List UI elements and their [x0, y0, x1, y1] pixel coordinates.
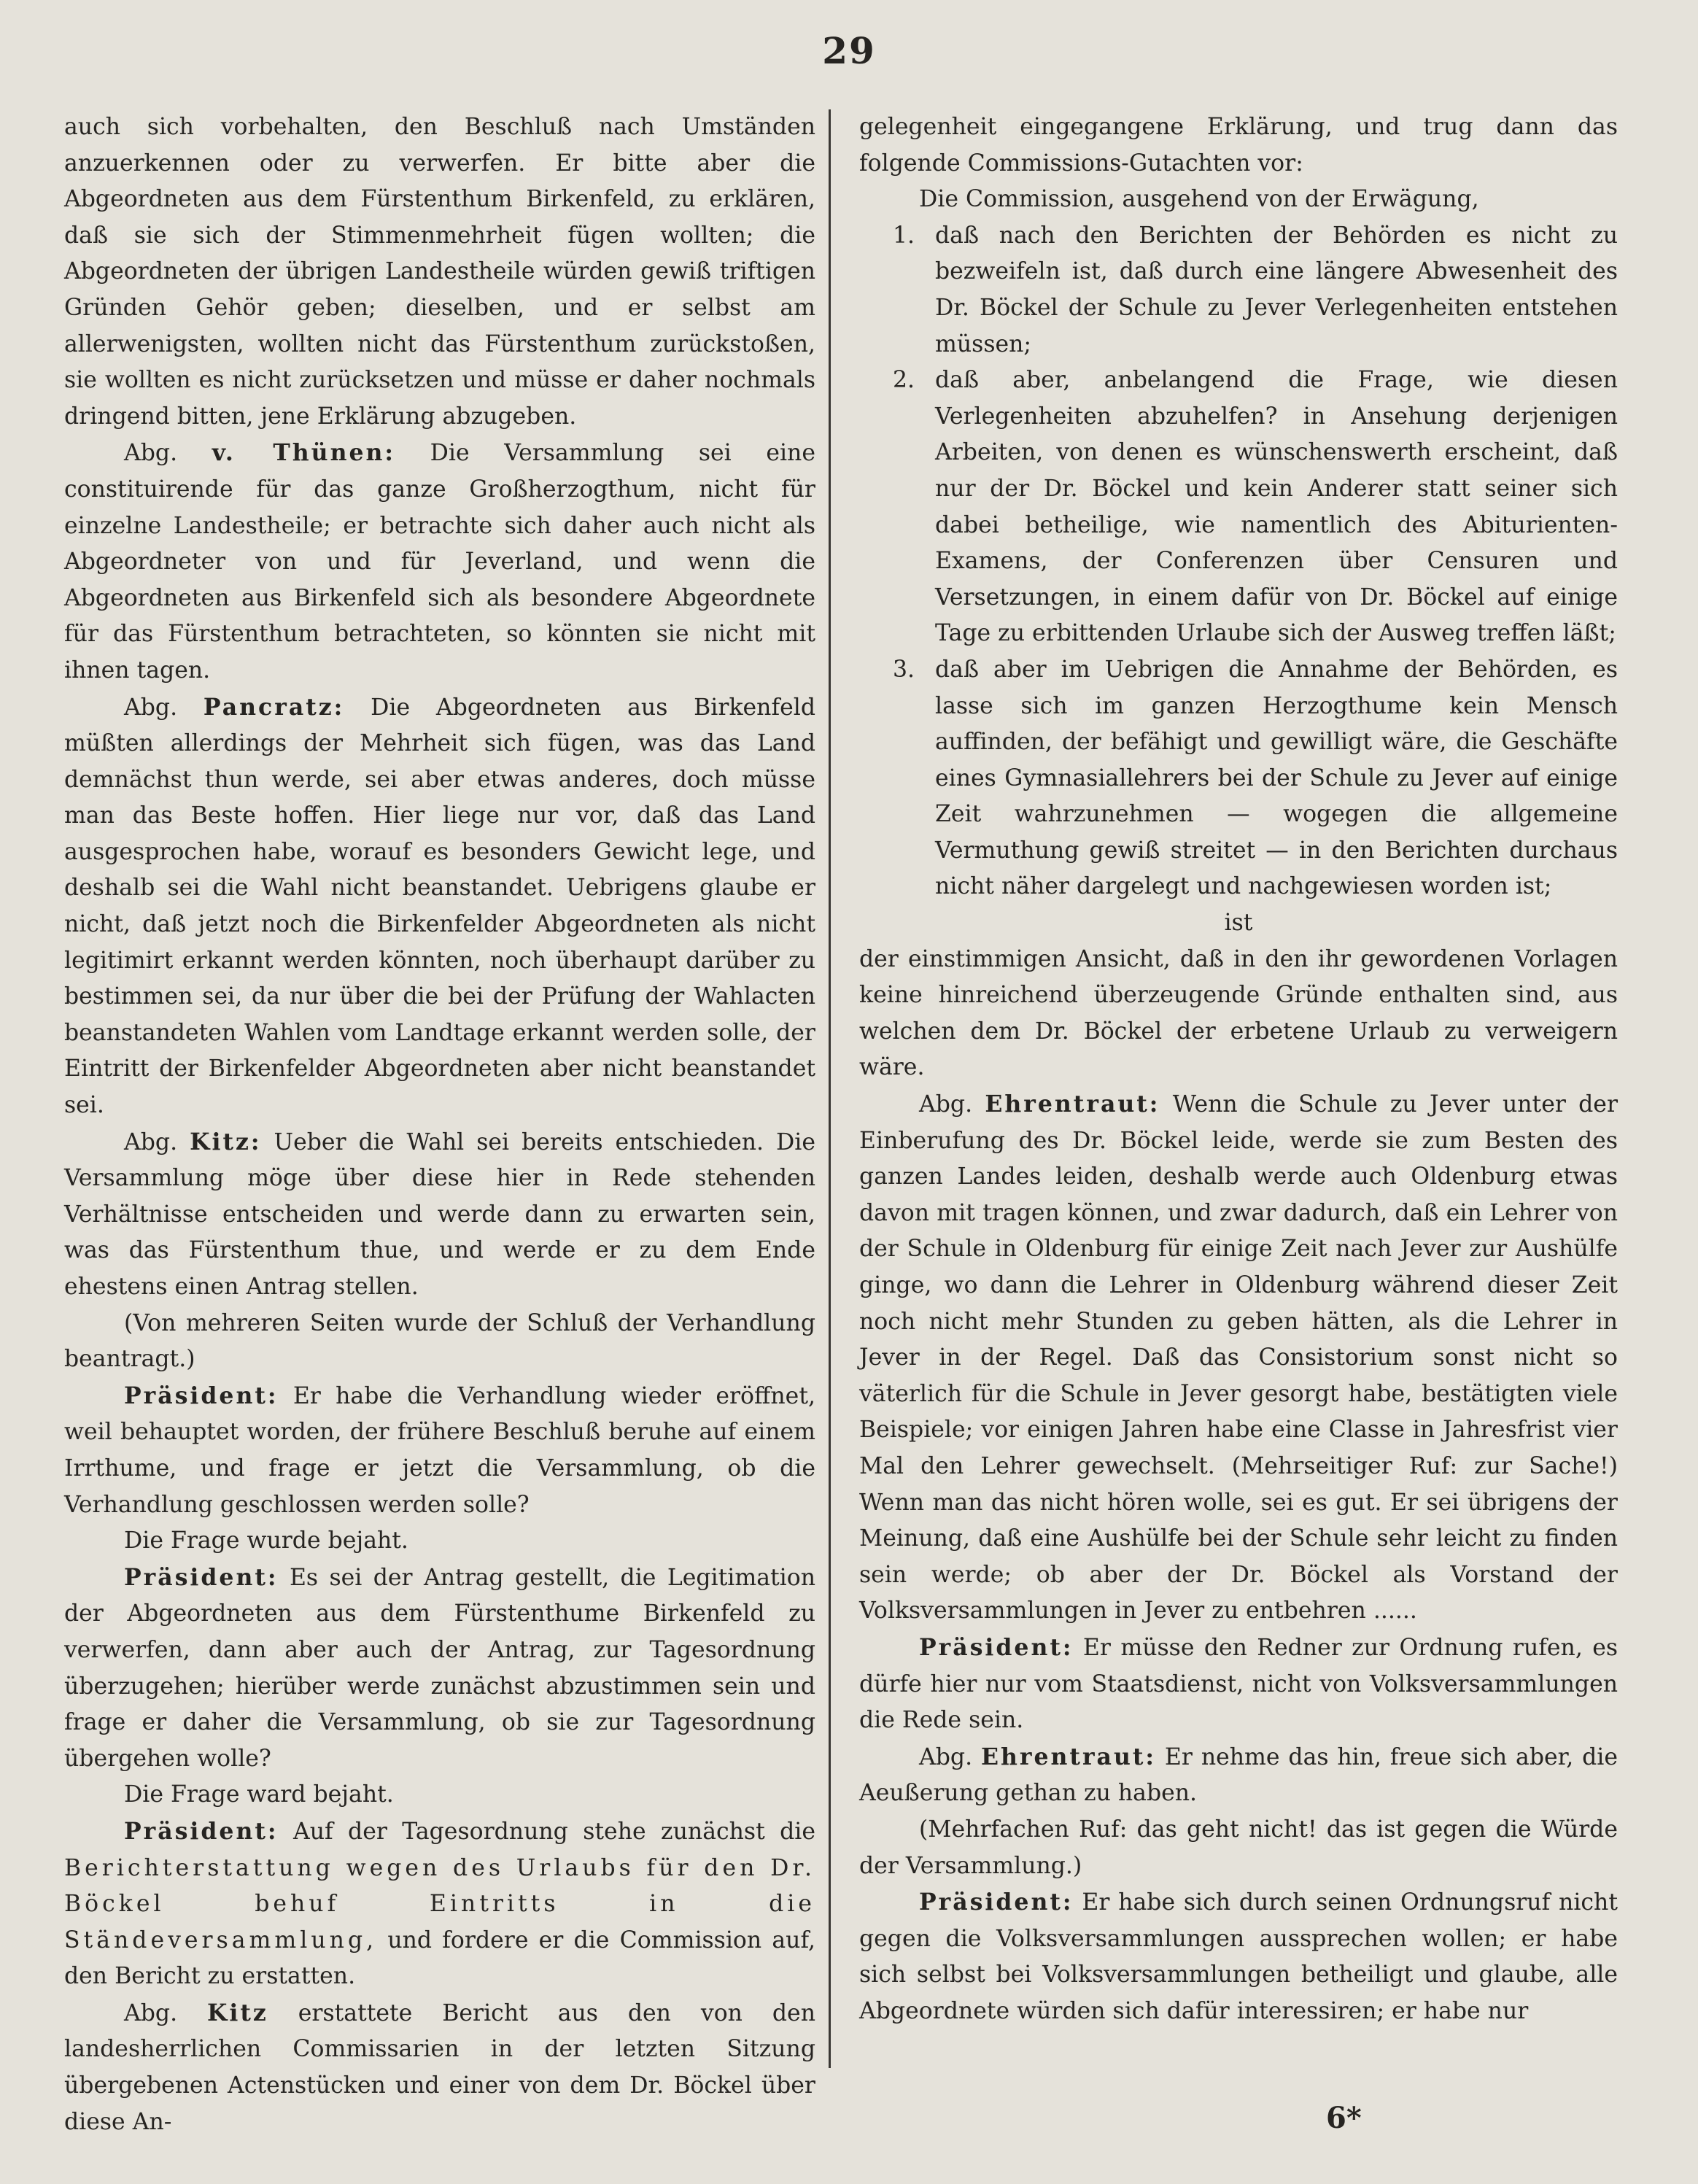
speech-text: Er müsse den Redner zur Ordnung rufen, es dürfe hier nur vom Staatsdienst, nicht von Volksversammlungen die Rede sein.	[859, 1634, 1618, 1734]
speech-text: Die Abgeordneten aus Birkenfeld müßten allerdings der Mehrheit sich fügen, was das Land demnächst thun werde, sei aber etwas anderes, doch müsse man das Beste hoffen. Hier liege nur vor, daß das Land ausgesprochen habe, worauf es besonders Gewicht lege, und deshalb sei die Wahl nicht beanstandet. Uebrigens glaube er nicht, daß jetzt noch die Birkenfelder Abgeordneten als nicht legitimirt erkannt werden könnten, noch überhaupt darüber zu bestimmen sei, da nur über die bei der Prüfung der Wahlacten beanstandeten Wahlen vom Landtage erkannt werden solle, der Eintritt der Birkenfelder Abgeordneten aber nicht beanstandet sei.	[64, 694, 815, 1119]
speaker-name: Ehrentraut:	[985, 1091, 1160, 1118]
speech-paragraph	[64, 435, 815, 689]
paragraph-text: (Mehrfachen Ruf: das geht nicht! das ist gegen die Würde der Versammlung.)	[859, 1816, 1618, 1879]
speaker-prefix: Abg.	[124, 1128, 178, 1155]
centered-line	[859, 905, 1618, 942]
paragraph-text: auch sich vorbehalten, den Beschluß nach Umständen anzuerkennen oder zu verwerfen. Er bitte aber die Abgeordneten aus dem Fürstenthum Birkenfeld, zu erklären, daß sie sich der Stimmenmehrheit fügen wollten; die Abgeordneten der übrigen Landestheile würden gewiß triftigen Gründen Gehör geben; dieselben, und er selbst am allerwenigsten, wollten nicht das Fürstenthum zurückstoßen, sie wollten es nicht zurücksetzen und müsse er daher nochmals dringend bitten, jene Erklärung abzugeben.	[64, 114, 815, 430]
item-number: 3.	[893, 656, 915, 683]
item-number: 1.	[893, 222, 915, 249]
speaker-prefix: Abg.	[919, 1743, 973, 1770]
paragraph	[64, 1523, 815, 1560]
speech-paragraph	[859, 1884, 1618, 2029]
speech-text: Ueber die Wahl sei bereits entschieden. Die Versammlung möge über diese hier in Rede stehenden Verhältnisse entscheiden und werde dann zu erwarten sein, was das Fürstenthum thue, und werde er zu dem Ende ehestens einen Antrag stellen.	[64, 1128, 815, 1300]
right-column	[859, 109, 1618, 2029]
speaker-prefix: Abg.	[124, 694, 178, 721]
page-number: 29	[822, 29, 876, 72]
column-divider	[829, 109, 831, 2068]
speaker-name: Präsident:	[919, 1633, 1074, 1661]
speech-paragraph	[64, 689, 815, 1124]
item-text: daß aber, anbelangend die Frage, wie diesen Verlegenheiten abzuhelfen? in Ansehung derjenigen Arbeiten, von denen es wünschenswerth erscheint, daß nur der Dr. Böckel und kein Anderer statt seiner sich dabei betheilige, wie namentlich des Abiturienten-Examens, der Conferenzen über Censuren und Versetzungen, in einem dafür von Dr. Böckel auf einige Tage zu erbittenden Urlaube sich der Ausweg treffen läßt;	[935, 367, 1618, 647]
speech-text: Er nehme das hin, freue sich aber, die Aeußerung gethan zu haben.	[859, 1743, 1618, 1807]
paragraph-continuation	[859, 942, 1618, 1086]
speech-text: und fordere er die Commission auf, den Bericht zu erstatten.	[64, 1927, 815, 1990]
speaker-name: Präsident:	[919, 1889, 1074, 1916]
paragraph-continuation	[859, 109, 1618, 182]
speech-paragraph	[859, 1630, 1618, 1739]
numbered-item	[859, 363, 1618, 652]
sheet-signature: 6*	[1326, 2101, 1362, 2135]
speech-paragraph	[64, 1995, 815, 2140]
speech-paragraph	[64, 1124, 815, 1306]
agenda-item-spaced: Berichterstattung wegen des Urlaubs für den Dr. Böckel behuf Eintritts in die Ständeversammlung,	[64, 1854, 815, 1953]
item-text: daß nach den Berichten der Behörden es nicht zu bezweifeln ist, daß durch eine längere Abwesenheit des Dr. Böckel der Schule zu Jever Verlegenheiten entstehen müssen;	[935, 222, 1618, 357]
left-column	[64, 109, 815, 2140]
paragraph	[64, 1777, 815, 1813]
speech-paragraph	[64, 1378, 815, 1523]
speech-text: Er habe die Verhandlung wieder eröffnet, weil behauptet worden, der frühere Beschluß beruhe auf einem Irrthume, und frage er jetzt die Versammlung, ob die Verhandlung geschlossen werden solle?	[64, 1382, 815, 1518]
speech-text: Die Versammlung sei eine constituirende für das ganze Großherzogthum, nicht für einzelne Landestheile; er betrachte sich daher auch nicht als Abgeordneter von und für Jeverland, und wenn die Abgeordneten aus Birkenfeld sich als besondere Abgeordnete für das Fürstenthum betrachteten, so könnten sie nicht mit ihnen tagen.	[64, 440, 815, 684]
item-number: 2.	[893, 367, 915, 394]
speaker-prefix: Abg.	[124, 440, 178, 467]
speaker-name: Kitz	[207, 1999, 268, 2026]
speaker-name: Präsident:	[124, 1817, 279, 1845]
speaker-prefix: Abg.	[124, 1999, 178, 2026]
paragraph-text: (Von mehreren Seiten wurde der Schluß der Verhandlung beantragt.)	[64, 1309, 815, 1373]
paragraph	[859, 1812, 1618, 1884]
paragraph	[859, 182, 1618, 218]
centered-text: ist	[1224, 910, 1253, 937]
numbered-item	[859, 652, 1618, 905]
speaker-name: Ehrentraut:	[980, 1743, 1157, 1770]
speech-text: erstattete Bericht aus den von den landesherrlichen Commissarien in der letzten Sitzung übergebenen Actenstücken und einer von dem Dr. Böckel über diese An-	[64, 1999, 815, 2135]
speech-text: Er habe sich durch seinen Ordnungsruf nicht gegen die Volksversammlungen aussprechen wollen; er habe sich selbst bei Volksversammlungen betheiligt und glaube, alle Abgeordnete würden sich dafür interessiren; er habe nur	[859, 1889, 1618, 2024]
speech-text: Auf der Tagesordnung stehe zunächst die	[292, 1818, 815, 1845]
speaker-name: Pancratz:	[203, 693, 345, 721]
paragraph-text: Die Frage wurde bejaht.	[124, 1527, 408, 1554]
speaker-prefix: Abg.	[919, 1091, 973, 1118]
paragraph-text: gelegenheit eingegangene Erklärung, und trug dann das folgende Commissions-Gutachten vor:	[859, 114, 1618, 177]
speech-paragraph	[859, 1086, 1618, 1630]
speech-paragraph	[64, 1813, 815, 1995]
speech-paragraph	[859, 1739, 1618, 1812]
paragraph	[64, 1306, 815, 1378]
speaker-name: Präsident:	[124, 1563, 279, 1591]
paragraph-continuation	[64, 109, 815, 435]
speaker-name: Präsident:	[124, 1382, 279, 1409]
speaker-name: v. Thünen:	[212, 439, 396, 467]
paragraph-text: Die Frage ward bejaht.	[124, 1781, 394, 1808]
paragraph-text: Die Commission, ausgehend von der Erwägung,	[919, 186, 1479, 213]
speech-paragraph	[64, 1560, 815, 1778]
speech-text: Wenn die Schule zu Jever unter der Einberufung des Dr. Böckel leide, werde sie zum Besten des ganzen Landes leiden, deshalb werde auch Oldenburg etwas davon mit tragen können, und zwar dadurch, daß ein Lehrer von der Schule in Oldenburg für einige Zeit nach Jever zur Aushülfe ginge, wo dann die Lehrer in Oldenburg während dieser Zeit noch nicht mehr Stunden zu geben hätten, als die Lehrer in Jever in der Regel. Daß das Consistorium sonst nicht so väterlich für die Schule in Jever gesorgt habe, bestätigten viele Beispiele; vor einigen Jahren habe eine Classe in Jahresfrist vier Mal den Lehrer gewechselt. (Mehrseitiger Ruf: zur Sache!) Wenn man das nicht hören wolle, sei es gut. Er sei übrigens der Meinung, daß eine Aushülfe bei der Schule sehr leicht zu finden sein werde; ob aber der Dr. Böckel als Vorstand der Volksversammlungen in Jever zu entbehren ......	[859, 1091, 1618, 1625]
speech-text: Es sei der Antrag gestellt, die Legitimation der Abgeordneten aus dem Fürstenthume Birkenfeld zu verwerfen, dann aber auch der Antrag, zur Tagesordnung überzugehen; hierüber werde zunächst abzustimmen sein und frage er daher die Versammlung, ob sie zur Tagesordnung übergehen wolle?	[64, 1564, 815, 1772]
speaker-name: Kitz:	[190, 1128, 262, 1155]
paragraph-text: der einstimmigen Ansicht, daß in den ihr gewordenen Vorlagen keine hinreichend überzeugende Gründe enthalten sind, aus welchen dem Dr. Böckel der erbetene Urlaub zu verweigern wäre.	[859, 945, 1618, 1081]
numbered-item	[859, 218, 1618, 363]
item-text: daß aber im Uebrigen die Annahme der Behörden, es lasse sich im ganzen Herzogthume kein Mensch auffinden, der befähigt und gewilligt wäre, die Geschäfte eines Gymnasiallehrers bei der Schule zu Jever auf einige Zeit wahrzunehmen — wogegen die allgemeine Vermuthung gewiß streitet — in den Berichten durchaus nicht näher dargelegt und nachgewiesen worden ist;	[935, 656, 1618, 900]
